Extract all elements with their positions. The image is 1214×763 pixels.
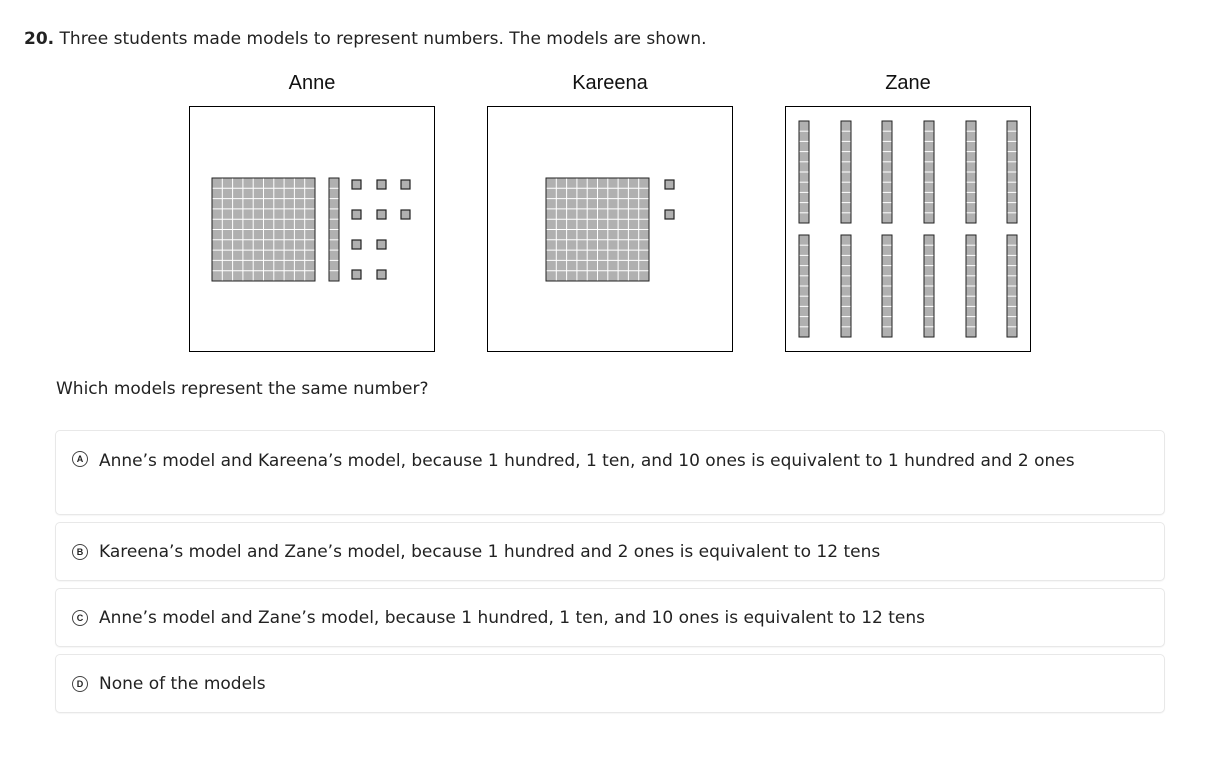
choice-a[interactable] [55, 430, 1165, 515]
ten-rod [841, 121, 851, 223]
model-label-kareena: Kareena [572, 72, 648, 94]
ten-rod [882, 235, 892, 337]
ten-rod [966, 121, 976, 223]
one-unit [352, 240, 361, 249]
model-box-kareena [487, 106, 733, 352]
choice-c-radio-icon[interactable]: C [72, 610, 88, 626]
ten-rod [882, 121, 892, 223]
one-unit [377, 180, 386, 189]
one-unit [352, 210, 361, 219]
one-unit [352, 180, 361, 189]
model-label-zane: Zane [885, 72, 931, 94]
ten-rod [966, 235, 976, 337]
ten-rod [924, 121, 934, 223]
one-unit [377, 270, 386, 279]
zane-base-ten-model [786, 107, 1029, 350]
question-stem: Three students made models to represent numbers. The models are shown. [59, 29, 707, 49]
ten-rod [924, 235, 934, 337]
anne-base-ten-model [190, 107, 433, 350]
model-box-zane [785, 106, 1031, 352]
one-unit [665, 210, 674, 219]
question-prompt: Which models represent the same number? [56, 379, 429, 399]
question-number: 20. [24, 29, 55, 49]
choice-c[interactable] [55, 588, 1165, 647]
choice-b[interactable] [55, 522, 1165, 581]
ten-rod [1007, 121, 1017, 223]
hundred-flat [546, 178, 649, 281]
one-unit [377, 210, 386, 219]
hundred-flat [212, 178, 315, 281]
choice-d-radio-icon[interactable]: D [72, 676, 88, 692]
choice-d-text: None of the models [99, 674, 266, 694]
one-unit [401, 210, 410, 219]
one-unit [352, 270, 361, 279]
kareena-base-ten-model [488, 107, 731, 350]
choice-a-radio-icon[interactable]: A [72, 451, 88, 467]
one-unit [401, 180, 410, 189]
choice-c-text: Anne’s model and Zane’s model, because 1 hundred, 1 ten, and 10 ones is equivalent to 12 tens [99, 608, 925, 628]
choice-a-text: Anne’s model and Kareena’s model, because 1 hundred, 1 ten, and 10 ones is equivalent to 1 hundred and 2 ones [99, 451, 1075, 471]
ten-rod [841, 235, 851, 337]
ten-rod [1007, 235, 1017, 337]
ten-rod [799, 121, 809, 223]
one-unit [665, 180, 674, 189]
choice-b-radio-icon[interactable]: B [72, 544, 88, 560]
choice-b-text: Kareena’s model and Zane’s model, because 1 hundred and 2 ones is equivalent to 12 tens [99, 542, 881, 562]
choice-d[interactable] [55, 654, 1165, 713]
ten-rod [799, 235, 809, 337]
model-label-anne: Anne [288, 72, 336, 94]
model-box-anne [189, 106, 435, 352]
question-header [24, 28, 707, 50]
ten-rod [329, 178, 339, 281]
one-unit [377, 240, 386, 249]
